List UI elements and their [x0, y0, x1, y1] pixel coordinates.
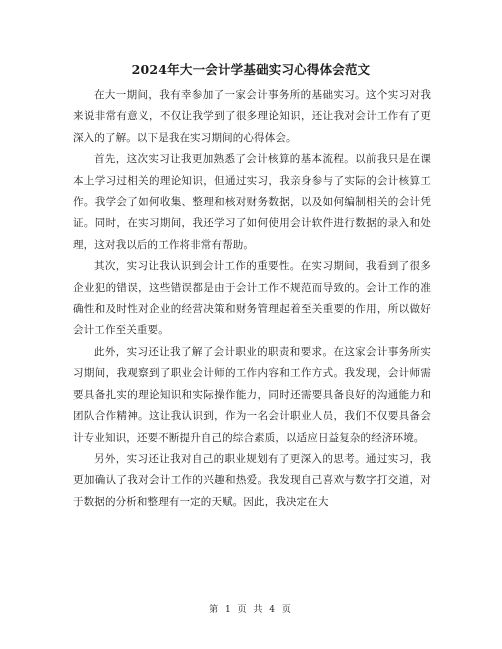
page-footer: 第 1 页 共 4 页	[209, 605, 293, 615]
document-body	[73, 85, 431, 513]
paragraph-1: 在大一期间，我有幸参加了一家会计事务所的基础实习。这个实习对我来说非常有意义，不仅让我学到了很多理论知识，还让我对会计工作有了更深入的了解。以下是我在实习期间的心得体会。	[73, 89, 431, 144]
paragraph-3: 其次，实习让我认识到会计工作的重要性。在实习期间，我看到了很多企业犯的错误，这些错误都是由于会计工作不规范而导致的。会计工作的准确性和及时性对企业的经营决策和财务管理起着至关重要的作用，所以做好会计工作至关重要。	[73, 260, 431, 337]
paragraph-5: 另外，实习还让我对自己的职业规划有了更深入的思考。通过实习，我更加确认了我对会计工作的兴趣和热爱。我发现自己喜欢与数字打交道，对于数据的分析和整理有一定的天赋。因此，我决定在大	[73, 452, 431, 508]
paragraph-4: 此外，实习还让我了解了会计职业的职责和要求。在这家会计事务所实习期间，我观察到了职业会计师的工作内容和工作方式。我发现，会计师需要具备扎实的理论知识和实际操作能力，同时还需要具备良好的沟通能力和团队合作精神。这让我认识到，作为一名会计职业人员，我们不仅要具备会计专业知识，还要不断提升自己的综合素质，以适应日益复杂的经济环境。	[73, 345, 431, 444]
document-title: 2024年大一会计学基础实习心得体会范文	[131, 62, 371, 77]
paragraph-2: 首先，这次实习让我更加熟悉了会计核算的基本流程。以前我只是在课本上学习过相关的理论知识，但通过实习，我亲身参与了实际的会计核算工作。我学会了如何收集、整理和核对财务数据，以及如何编制相关的会计凭证。同时，在实习期间，我还学习了如何使用会计软件进行数据的录入和处理，这对我以后的工作将非常有帮助。	[73, 153, 431, 251]
